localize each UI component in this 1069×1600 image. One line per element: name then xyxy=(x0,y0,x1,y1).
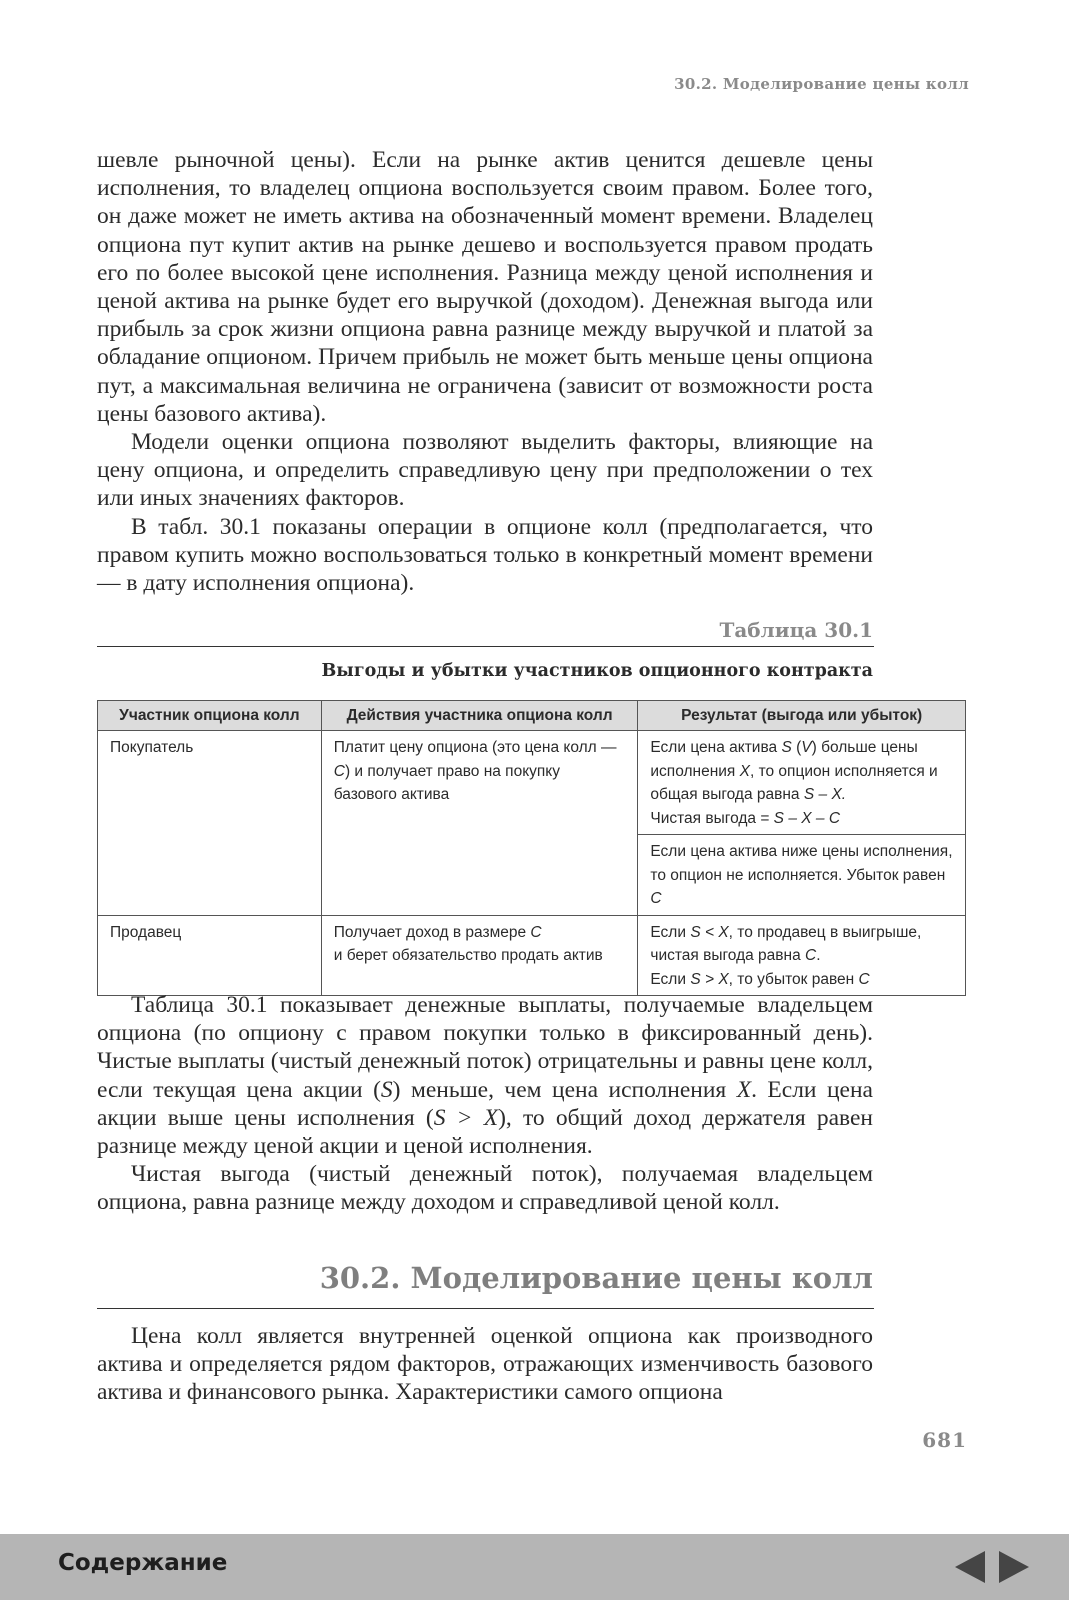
triangle-right-icon xyxy=(996,1549,1032,1585)
column-header: Участник опциона колл xyxy=(98,701,322,731)
footer-nav-bar xyxy=(0,1534,1069,1600)
page-number: 681 xyxy=(922,1428,967,1452)
text-run: Таблица 30.1 показывает денежные выплаты, получаемые владельцем опциона (по опциону с правом покупки только в фиксированный день). Чистые выплаты (чистый денежный поток) отрицательны и равны цене колл, если текущая цена акции ( xyxy=(97,992,873,1103)
paragraph: Чистая выгода (чистый денежный поток), получаемая владельцем опциона, равна разнице между доходом и справедливой ценой колл. xyxy=(97,1161,873,1216)
math-var: C xyxy=(333,762,345,780)
column-header: Действия участника опциона колл xyxy=(321,701,638,731)
cell-text: Чистая выгода = xyxy=(650,809,774,827)
math-var: S xyxy=(781,739,792,756)
cell-text: Покупатель xyxy=(110,739,194,756)
cell-text: Если xyxy=(650,970,691,988)
text-block-bottom xyxy=(97,1322,873,1407)
option-table xyxy=(97,700,966,996)
table-rule xyxy=(97,646,874,647)
cell-text: и берет обязательство продать актив xyxy=(333,947,603,964)
cell-text: ) больше цены исполнения xyxy=(650,739,918,780)
text-block-top xyxy=(97,146,873,597)
paragraph: шевле рыночной цены). Если на рынке актив ценится дешевле цены исполнения, то владелец опциона воспользуется своим правом. Более того, он даже может не иметь актива на обозначенный момент времени. Владелец опциона пут купит актив на рынке дешево и воспользуется правом продать его по более высокой цене исполнения. Разница между ценой исполнения и ценой актива на рынке будет его выручкой (доходом). Денежная выгода или прибыль за срок жизни опциона равна разнице между выручкой и платой за обладание опционом. Причем прибыль не может быть меньше цены опциона пут, а максимальная величина не ограничена (зависит от возможности роста цены базового актива). xyxy=(97,147,873,427)
text-run: ) меньше, чем цена исполнения xyxy=(392,1076,737,1103)
cell-text: , то продавец в выигрыше, чистая выгода равна xyxy=(650,923,922,964)
math-formula: S > X xyxy=(690,970,729,988)
math-var: S xyxy=(380,1076,393,1103)
cell-text: Если xyxy=(650,923,691,941)
running-head: 30.2. Моделирование цены колл xyxy=(674,75,969,93)
table-row xyxy=(98,915,966,996)
table-row xyxy=(98,731,966,835)
cell-text: ) и получает право на покупку базового актива xyxy=(333,762,561,803)
result-cell xyxy=(638,835,966,916)
section-heading: 30.2. Моделирование цены колл xyxy=(319,1261,873,1295)
paragraph: Модели оценки опциона позволяют выделить факторы, влияющие на цену опциона, и определить справедливую цену при предположении о тех или иных значениях факторов. xyxy=(97,429,873,512)
section-rule xyxy=(97,1308,874,1309)
text-run: . Если цена акции выше цены исполнения ( xyxy=(97,1076,873,1131)
triangle-left-icon xyxy=(952,1549,988,1585)
cell-text: , то опцион исполняется и общая выгода равна xyxy=(650,762,938,803)
math-var: X xyxy=(739,762,750,780)
cell-text: Получает доход в размере xyxy=(333,923,531,941)
math-var: C xyxy=(858,970,870,988)
math-var: X xyxy=(736,1076,752,1103)
cell-text: , то убыток равен xyxy=(728,970,859,988)
contents-link[interactable]: Содержание xyxy=(58,1550,228,1576)
result-cell xyxy=(638,915,966,996)
math-var: V xyxy=(801,739,812,756)
table-number: Таблица 30.1 xyxy=(719,618,873,642)
table-title: Выгоды и убытки участников опционного контракта xyxy=(321,661,873,681)
math-var: C xyxy=(530,923,542,941)
math-formula: S > X xyxy=(433,1104,499,1131)
math-var: C xyxy=(805,947,817,964)
prev-page-button[interactable] xyxy=(952,1549,988,1585)
column-header: Результат (выгода или убыток) xyxy=(638,701,966,731)
math-formula: S – X – C xyxy=(773,809,841,827)
math-var: C xyxy=(650,890,662,907)
text-run: ), то общий доход держателя равен разнице между ценой акции и ценой исполнения. xyxy=(97,1104,873,1160)
cell-text: Если цена актива xyxy=(650,739,782,756)
paragraph: Цена колл является внутренней оценкой опциона как производного актива и определяется рядом факторов, отражающих изменчивость базового актива и финансового рынка. Характеристики самого опциона xyxy=(97,1323,873,1406)
action-cell xyxy=(321,915,638,996)
participant-cell xyxy=(98,731,322,916)
paragraph xyxy=(97,991,873,1160)
cell-text: Платит цену опциона (это цена колл — xyxy=(333,739,617,756)
result-cell xyxy=(638,731,966,835)
next-page-button[interactable] xyxy=(996,1549,1032,1585)
cell-text: Продавец xyxy=(110,923,182,941)
participant-cell xyxy=(98,915,322,996)
math-formula: S – X. xyxy=(803,786,847,803)
table-header-row xyxy=(98,701,966,731)
cell-text: Если цена актива ниже цены исполнения, то опцион не исполняется. Убыток равен xyxy=(650,843,953,884)
text-block-middle xyxy=(97,991,873,1217)
paragraph: В табл. 30.1 показаны операции в опционе колл (предполагается, что правом купить можно воспользоваться только в конкретный момент времени — в дату исполнения опциона). xyxy=(97,513,873,597)
cell-text: ( xyxy=(791,739,802,756)
action-cell xyxy=(321,731,638,916)
math-formula: S < X xyxy=(690,923,729,941)
cell-text: . xyxy=(816,947,821,964)
